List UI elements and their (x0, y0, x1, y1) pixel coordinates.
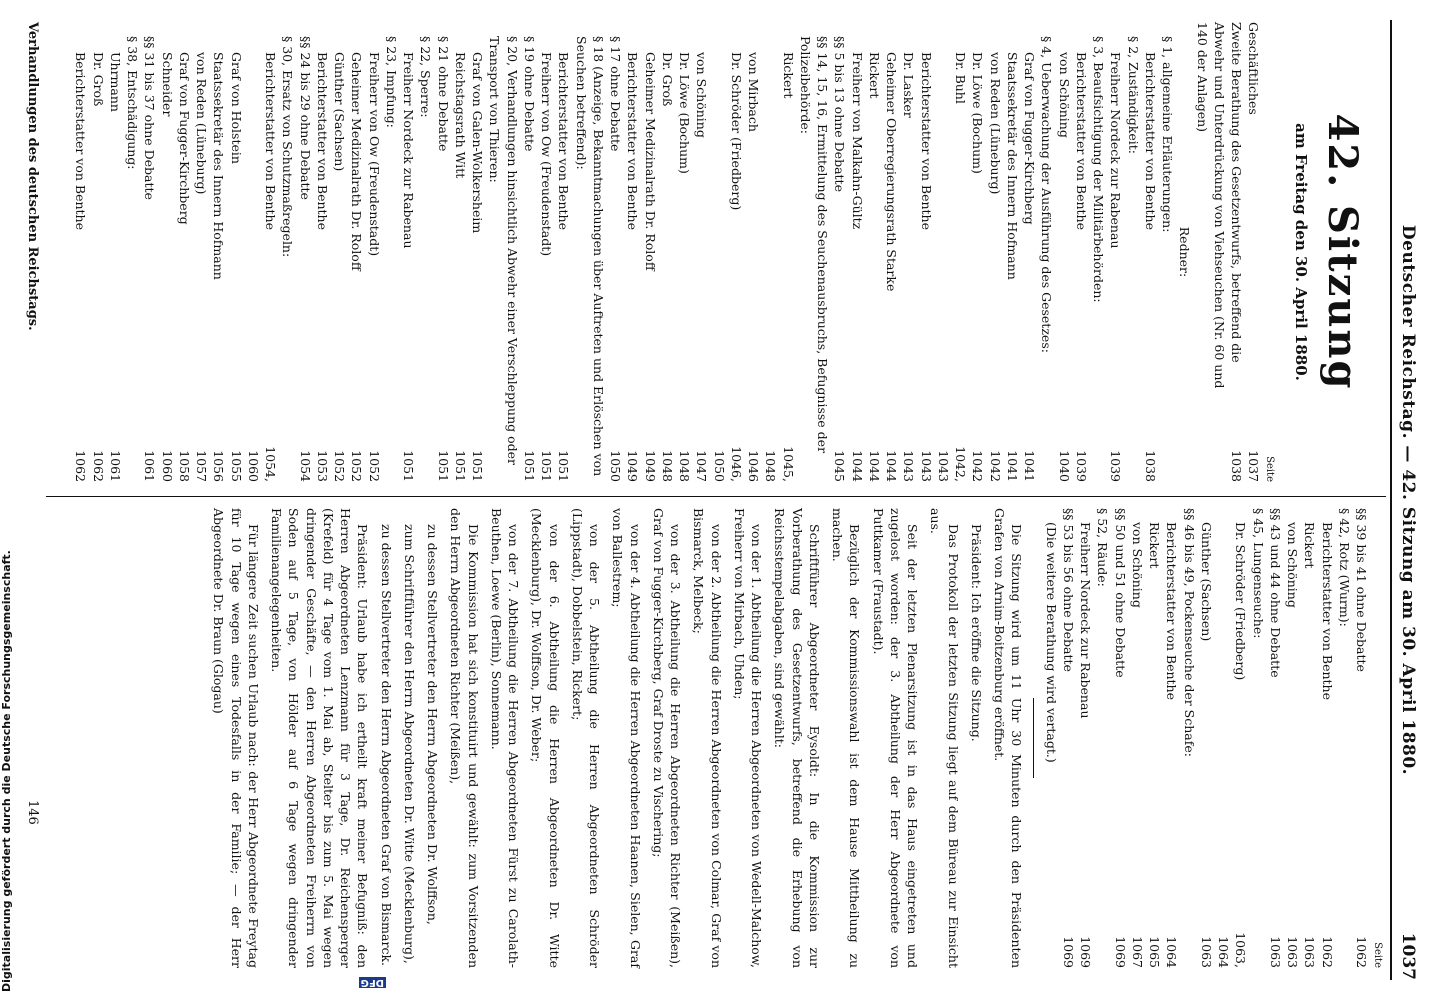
toc-entry-text: Dr. Löwe (Bochum) (677, 52, 693, 174)
toc-entry-text: von Reden (Lüneburg) (987, 52, 1003, 195)
toc-entry-page: 1041 (1022, 450, 1038, 482)
toc-entry (676, 22, 693, 482)
toc-entry-text: Berichterstatter von Benthe (314, 52, 330, 231)
digitization-note-text: Digitalisierung gefördert durch die Deutsche Forschungsgemeinschaft. (0, 550, 13, 992)
toc-entry-page: 1061 (107, 450, 123, 482)
toc-entry (434, 22, 451, 482)
toc-entry (279, 22, 296, 482)
minutes-paragraph: Schriftführer Abgeordneter Eysoldt: In die Kommission zur Vorberathung des Gesetzentwurfs, betreffend die Erhebung von Reichsstempelabgaben, sind gewählt: (772, 508, 822, 968)
toc-entry (883, 22, 900, 482)
toc-entry-page: 1069 (1060, 936, 1076, 968)
toc-entry-text: § 42, Rotz (Wurm): (1336, 508, 1352, 627)
toc-entry-page: 1069 (1112, 936, 1128, 968)
toc-entry-text: § 21 ohne Debatte (435, 36, 451, 152)
toc-entry (917, 22, 934, 482)
toc-entry-page: 1065 (1147, 936, 1163, 968)
toc-entry (1301, 508, 1318, 968)
minutes-paragraph: Das Protokoll der letzten Sitzung liegt auf dem Büreau zur Einsicht aus. (928, 508, 961, 968)
toc-entry (107, 22, 124, 482)
toc-entry-page: 1037 (1246, 450, 1262, 482)
minutes-paragraph: zum Schriftführer den Herrn Abgeordneten Dr. Witte (Mecklenburg), (401, 524, 417, 964)
toc-entry-text: §§ 39 bis 41 ohne Debatte (1354, 508, 1370, 672)
toc-entry-text: Rickert (1147, 522, 1163, 569)
dfg-logo: DFG (360, 977, 384, 988)
minutes-paragraph: von der 4. Abtheilung die Herren Abgeordneten Haanen, Sielen, Graf von Ballestrem; (610, 508, 643, 968)
toc-entry (762, 22, 797, 482)
toc-entry-text: Graf von Fugger-Kirchberg (1022, 52, 1038, 225)
toc-entry (158, 22, 175, 482)
page-footer: Verhandlungen des deutschen Reichstags. (25, 22, 40, 331)
toc-entry (1245, 22, 1262, 482)
seite-label-right: Seite (1372, 942, 1383, 968)
toc-entry (314, 22, 331, 482)
toc-entry (227, 22, 244, 482)
toc-entry-text: Redner: (1177, 226, 1193, 278)
toc-entry-page: 1058 (176, 450, 192, 482)
toc-entry-page: 1042, 1043 (935, 446, 969, 482)
toc-entry-page: 1067 (1129, 936, 1145, 968)
toc-entry (1146, 508, 1163, 968)
minutes-paragraph: von der 1. Abtheilung die Herren Abgeordneten von Wedell-Malchow, Freiherr von Mirbach, Uhden; (731, 508, 765, 968)
toc-entry-text: Geheimer Medizinalrath Dr. Roloff (349, 52, 365, 271)
right-column (204, 508, 1384, 968)
toc-entry-text: Dr. Löwe (Bochum) (970, 52, 986, 174)
toc-entry-page: 1054, 1060 (245, 446, 279, 482)
toc-entry-page: 1063 (1285, 936, 1301, 968)
toc-entry (969, 22, 986, 482)
toc-entry-text: Berichterstatter von Benthe (1142, 52, 1158, 231)
minutes-paragraph: von der 5. Abtheilung die Herren Abgeordneten Schröder (Lippstadt), Dobbelstein, Rickert; (569, 508, 603, 968)
toc-entry-page: 1063 (1267, 936, 1283, 968)
seite-label: Seite (1264, 456, 1276, 482)
toc-entry-page: 1050 (608, 450, 624, 482)
toc-entry-page: 1057 (194, 450, 210, 482)
toc-entry-page: 1051 (556, 450, 572, 482)
minutes-paragraph: Die Sitzung wird um 11 Uhr 30 Minuten durch den Präsidenten Grafen von Arnim-Boitzenburg eröffnet. (992, 508, 1025, 968)
header-title: Deutscher Reichstag. — 42. Sitzung am 30. April 1880. (1398, 224, 1418, 776)
toc-entry (831, 22, 848, 482)
toc-entry-text: §§ 31 bis 37 ohne Debatte (142, 36, 158, 200)
toc-entry-page: 1045 (832, 450, 848, 482)
toc-entry-text: § 52, Räude: (1095, 508, 1111, 587)
toc-entry-text: § 17 ohne Debatte (608, 36, 624, 152)
toc-entry-page: 1046 (746, 450, 762, 482)
toc-entry (1042, 508, 1059, 968)
toc-entry-text: Berichterstatter von Benthe (1073, 52, 1089, 231)
toc-entry-text: Berichterstatter von Benthe (625, 52, 641, 231)
toc-entry-page: 1064 (1164, 936, 1180, 968)
toc-entry-text: von Mirbach (746, 52, 762, 132)
toc-entry-page: 1062 (1354, 936, 1370, 968)
column-divider (46, 496, 1386, 497)
toc-entry-page: 1038 (1229, 450, 1245, 482)
toc-entry-text: Günther (Sachsen) (332, 52, 348, 172)
toc-entry-text: Dr. Schröder (Friedberg) (1233, 522, 1249, 681)
toc-entry (452, 22, 469, 482)
toc-entry (1090, 22, 1107, 482)
toc-entry-text: § 45, Lungenseuche: (1250, 508, 1266, 639)
toc-entry-page: 1039 (1108, 450, 1124, 482)
toc-entry-page: 1063 (1302, 936, 1318, 968)
toc-entry (89, 22, 106, 482)
toc-entry-text: von Schöning (1056, 52, 1072, 138)
minutes-paragraph: Bezüglich der Kommissionswahl ist dem Hause Mittheilung zu machen. (830, 508, 863, 968)
toc-entry (710, 22, 745, 482)
toc-entry-page: 1052 (349, 450, 365, 482)
toc-entry (607, 22, 624, 482)
toc-entry-text: Dr. Schröder (Friedberg) (728, 52, 744, 211)
toc-entry (72, 22, 89, 482)
toc-entry-text: Uhrmann (107, 52, 123, 112)
toc-entry (400, 22, 417, 482)
toc-entry-page: 1055 (228, 450, 244, 482)
toc-entry-page: 1051 (401, 450, 417, 482)
toc-entry-text: Freiherr von Ow (Freudenstadt) (539, 52, 555, 257)
toc-entry-page: 1048 (659, 450, 675, 482)
toc-entry-text: Graf von Fugger-Kirchberg (176, 52, 192, 225)
toc-entry-text: Berichterstatter von Benthe (73, 52, 89, 231)
toc-entry (1107, 22, 1124, 482)
minutes-paragraph: Präsident: Urlaub habe ich ertheilt kraft meiner Befugniß: den Herren Abgeordneten Lenzmann für 3 Tage, Dr. Reichensperger (Krefeld) für 4 Tage vom 1. Mai ab, Stelter bis zum 5. Mai wegen dringender Geschäfte, — den Herren Abgeordneten Freiherrn von Soden auf 5 Tage, von Hölder auf 6 Tage wegen dringender Familienangelegenheiten. (269, 508, 371, 968)
toc-entry-page: 1045, 1048 (763, 446, 796, 482)
toc-entry-page: 1047 (694, 450, 710, 482)
toc-entry (1073, 22, 1090, 482)
toc-entry-text: Freiherr Nordeck zur Rabenau (1108, 52, 1124, 249)
toc-entry-page: 1044 (866, 450, 882, 482)
toc-entry (1021, 22, 1038, 482)
session-date: am Freitag den 30. April 1880. (1291, 123, 1310, 381)
minutes-paragraph: Für längere Zeit suchen Urlaub nach: der Herr Abgeordnete Freytag für 10 Tage wegen eines Todesfalls in der Familie; — der Herr Abgeordnete Dr. Braun (Glogau) (211, 508, 261, 968)
signature-number: 146 (25, 800, 40, 825)
section-divider (1033, 698, 1034, 778)
toc-entry (331, 22, 348, 482)
toc-entry-text: § 3, Beaufsichtigung der Militärbehörden: (1091, 36, 1107, 303)
toc-entry-text: Graf von Galen-Wolkersheim (470, 52, 486, 234)
toc-entry-text: Dr. Groß (659, 52, 675, 107)
toc-entry-page: 1051 (521, 450, 537, 482)
toc-entry-text: Rickert (780, 52, 796, 99)
toc-entry (348, 22, 365, 482)
toc-entry (486, 22, 521, 482)
toc-entry-text: von Reden (Lüneburg) (194, 52, 210, 195)
toc-entry-text: von Schöning (694, 52, 710, 138)
toc-entry (383, 22, 400, 482)
toc-entry (935, 22, 970, 482)
toc-entry-text: § 30, Ersatz von Schutzmaßregeln: (280, 36, 296, 258)
minutes-paragraph: zu dessen Stellvertreter den Herrn Abgeordneten Graf von Bismarck. (378, 524, 394, 967)
toc-entry-page: 1046, 1050 (711, 446, 744, 482)
toc-entry (797, 22, 832, 482)
toc-entry (1193, 22, 1245, 482)
toc-entry-text: Dr. Lasker (901, 52, 917, 118)
toc-entry-page: 1062 (73, 450, 89, 482)
toc-entry-page: 1044 (849, 450, 865, 482)
toc-entry-text: Dr. Groß (90, 52, 106, 107)
toc-entry-text: §§ 14, 15, 16, Ermittelung des Seuchenausbruchs, Befugnisse der Polizeibehörde: (797, 36, 831, 454)
toc-entry (1142, 22, 1159, 482)
toc-entry-text: §§ 50 und 51 ohne Debatte (1112, 508, 1128, 678)
toc-entry-text: (Die weitere Berathung wird vertagt.) (1043, 522, 1059, 763)
toc-entry-text: Geschäftliches (1246, 22, 1262, 115)
toc-entry-page: 1042 (970, 450, 986, 482)
toc-entry-page: 1051 (452, 450, 468, 482)
toc-entry (986, 22, 1003, 482)
toc-entry-page: 1043 (918, 450, 934, 482)
toc-entry-text: Geheimer Medizinalrath Dr. Roloff (642, 52, 658, 271)
toc-entry-text: Rickert (866, 52, 882, 99)
toc-entry (521, 22, 538, 482)
toc-entry (1215, 508, 1250, 968)
toc-entry (296, 22, 313, 482)
toc-entry (176, 22, 193, 482)
toc-entry-text: Dr. Buhl (953, 52, 969, 104)
toc-entry (1180, 508, 1197, 968)
toc-entry (1318, 508, 1335, 968)
toc-entry-page: 1062 (1319, 936, 1335, 968)
toc-entry (124, 22, 141, 482)
toc-entry-page: 1063 (1198, 936, 1214, 968)
toc-entry-text: Zweite Berathung des Gesetzentwurfs, betreffend die Abwehr und Unterdrückung von Viehseuchen (Nr. 60 und 140 der Anlagen) (1194, 22, 1245, 389)
toc-entry (1038, 22, 1055, 482)
toc-entry-text: Rickert (1302, 522, 1318, 569)
toc-entry (745, 22, 762, 482)
minutes-paragraph: von der 7. Abtheilung die Herren Abgeordneten Fürst zu Carolath-Beuthen, Loewe (Berlin), Sonnemann. (488, 508, 522, 968)
toc-entry (1129, 508, 1146, 968)
toc-entry-text: § 23, Impfung: (383, 36, 399, 128)
table-of-contents-continued (1042, 508, 1370, 968)
toc-entry-text: Freiherr Nordeck zur Rabenau (1078, 522, 1094, 719)
toc-entry-page: 1043 (901, 450, 917, 482)
toc-entry (469, 22, 486, 482)
toc-entry-page: 1051 (470, 450, 486, 482)
toc-entry-text: Staatssekretär des Innern Hofmann (211, 52, 227, 280)
toc-entry-page: 1062 (90, 450, 106, 482)
minutes-paragraph: Die Kommission hat sich konstituirt und gewählt: zum Vorsitzenden den Herrn Abgeordneten Richter (Meißen), (448, 508, 481, 968)
toc-entry (141, 22, 158, 482)
toc-entry (1176, 22, 1193, 482)
toc-entry (659, 22, 676, 482)
toc-entry (1163, 508, 1180, 968)
toc-entry (1249, 508, 1266, 968)
toc-entry-page: 1042 (987, 450, 1003, 482)
toc-entry-text: Günther (Sachsen) (1198, 522, 1214, 642)
toc-entry (1055, 22, 1072, 482)
toc-entry-text: Staatssekretär des Innern Hofmann (1004, 52, 1020, 280)
toc-entry (900, 22, 917, 482)
toc-entry-page: 1052 (366, 450, 382, 482)
toc-entry-page: 1063, 1064 (1216, 932, 1249, 968)
toc-entry (572, 22, 607, 482)
toc-entry (1198, 508, 1215, 968)
toc-entry-text: § 20, Verhandlungen hinsichtlich Abwehr einer Verschleppung oder Transport von Thieren: (487, 36, 520, 466)
toc-entry-text: Schneider (159, 52, 175, 117)
toc-entry-text: §§ 53 bis 56 ohne Debatte (1060, 508, 1076, 672)
toc-entry-page: 1049 (625, 450, 641, 482)
toc-entry (538, 22, 555, 482)
toc-entry-text: §§ 46 bis 49, Pockenseuche der Schafe: (1181, 508, 1197, 757)
toc-entry-page: 1049 (642, 450, 658, 482)
toc-entry (365, 22, 382, 482)
toc-entry-text: §§ 5 bis 13 ohne Debatte (832, 36, 848, 192)
toc-entry-text: § 4, Ueberwachung der Ausführung des Gesetzes: (1039, 36, 1055, 353)
minutes-paragraph: zu dessen Stellvertreter den Herrn Abgeordneten Dr. Wolffson, (425, 524, 441, 925)
toc-entry-text: Geheimer Oberregierungsrath Starke (884, 52, 900, 292)
toc-entry-page: 1060 (159, 450, 175, 482)
toc-entry-text: § 19 ohne Debatte (521, 36, 537, 152)
toc-entry (624, 22, 641, 482)
toc-entry (417, 22, 434, 482)
toc-entry-page: 1048 (677, 450, 693, 482)
toc-entry-page: 1069 (1078, 936, 1094, 968)
toc-entry-text: Freiherr Nordeck zur Rabenau (401, 52, 417, 249)
toc-entry (1124, 22, 1141, 482)
minutes-paragraph: Präsident: Ich eröffne die Sitzung. (968, 524, 984, 742)
running-header (1390, 20, 1420, 980)
toc-entry-text: von Schöning (1129, 522, 1145, 608)
toc-entry (641, 22, 658, 482)
toc-entry-page: 1041 (1004, 450, 1020, 482)
table-of-contents (72, 22, 1262, 482)
toc-entry-text: Freiherr von Malkahn-Gültz (849, 52, 865, 230)
toc-entry-page: 1044 (884, 450, 900, 482)
toc-entry (1284, 508, 1301, 968)
toc-entry (1159, 22, 1176, 482)
toc-entry (866, 22, 883, 482)
toc-entry-page: 1051 (539, 450, 555, 482)
toc-entry (1267, 508, 1284, 968)
left-column (72, 22, 1384, 482)
session-title: 42. Sitzung (1319, 113, 1366, 391)
toc-entry-text: §§ 24 bis 29 ohne Debatte (297, 36, 313, 200)
minutes-paragraph: von der 2. Abtheilung die Herren Abgeordneten von Colmar, Graf von Bismarck, Melbeck; (691, 508, 724, 968)
toc-entry-text: §§ 43 und 44 ohne Debatte (1267, 508, 1283, 678)
toc-entry (193, 22, 210, 482)
toc-entry (245, 22, 280, 482)
toc-entry-page: 1056 (211, 450, 227, 482)
toc-entry-page: 1051 (435, 450, 451, 482)
toc-entry-text: Berichterstatter von Benthe (263, 52, 279, 231)
toc-entry-text: § 22, Sperre: (418, 36, 434, 118)
toc-entry (210, 22, 227, 482)
toc-entry (1111, 508, 1128, 968)
toc-entry-page: 1053 (314, 450, 330, 482)
toc-entry-page: 1038 (1142, 450, 1158, 482)
minutes-paragraph: von der 6. Abtheilung die Herren Abgeordneten Dr. Witte (Mecklenburg), Dr. Wolffson, Dr. Weber; (529, 508, 562, 968)
toc-entry (555, 22, 572, 482)
toc-entry-page: 1054 (297, 450, 313, 482)
toc-entry-text: § 1, allgemeine Erläuterungen: (1160, 36, 1176, 233)
toc-entry-text: § 2, Zuständigkeit: (1125, 36, 1141, 155)
toc-entry-text: Berichterstatter von Benthe (1319, 522, 1335, 701)
minutes-paragraph: Seit der letzten Plenarsitzung ist in das Haus eingetreten und zugelost worden: der 3. Abtheilung der Herr Abgeordnete von Puttkamer (Fraustadt). (870, 508, 921, 968)
toc-entry-text: Freiherr von Ow (Freudenstadt) (366, 52, 382, 257)
toc-entry (1060, 508, 1077, 968)
toc-entry-page: 1061 (142, 450, 158, 482)
header-page-number: 1037 (1398, 932, 1418, 980)
toc-entry (1353, 508, 1370, 968)
toc-entry (1336, 508, 1353, 968)
toc-entry-text: von Schöning (1285, 522, 1301, 608)
toc-entry (1094, 508, 1111, 968)
toc-entry (693, 22, 710, 482)
toc-entry-page: 1039 (1073, 450, 1089, 482)
toc-entry-text: § 38, Entschädigung: (125, 36, 141, 170)
toc-entry-text: Graf von Holstein (228, 52, 244, 164)
toc-entry (1077, 508, 1094, 968)
toc-entry-text: § 18 (Anzeige, Bekanntmachungen über Auftreten und Erlöschen von Seuchen betreffend): (573, 36, 606, 477)
toc-entry (848, 22, 865, 482)
toc-entry-page: 1040 (1056, 450, 1072, 482)
toc-entry-page: 1052 (332, 450, 348, 482)
session-minutes (210, 508, 1025, 968)
toc-entry-text: Berichterstatter von Benthe (1164, 522, 1180, 701)
toc-entry (1004, 22, 1021, 482)
toc-entry-text: Berichterstatter von Benthe (556, 52, 572, 231)
minutes-paragraph: von der 3. Abtheilung die Herren Abgeordneten Richter (Meißen), Graf von Fugger-Kirchberg, Graf Droste zu Vischering; (650, 508, 684, 968)
toc-entry-text: Berichterstatter von Benthe (918, 52, 934, 231)
toc-entry-text: Reichstagsrath Witt (452, 52, 468, 179)
